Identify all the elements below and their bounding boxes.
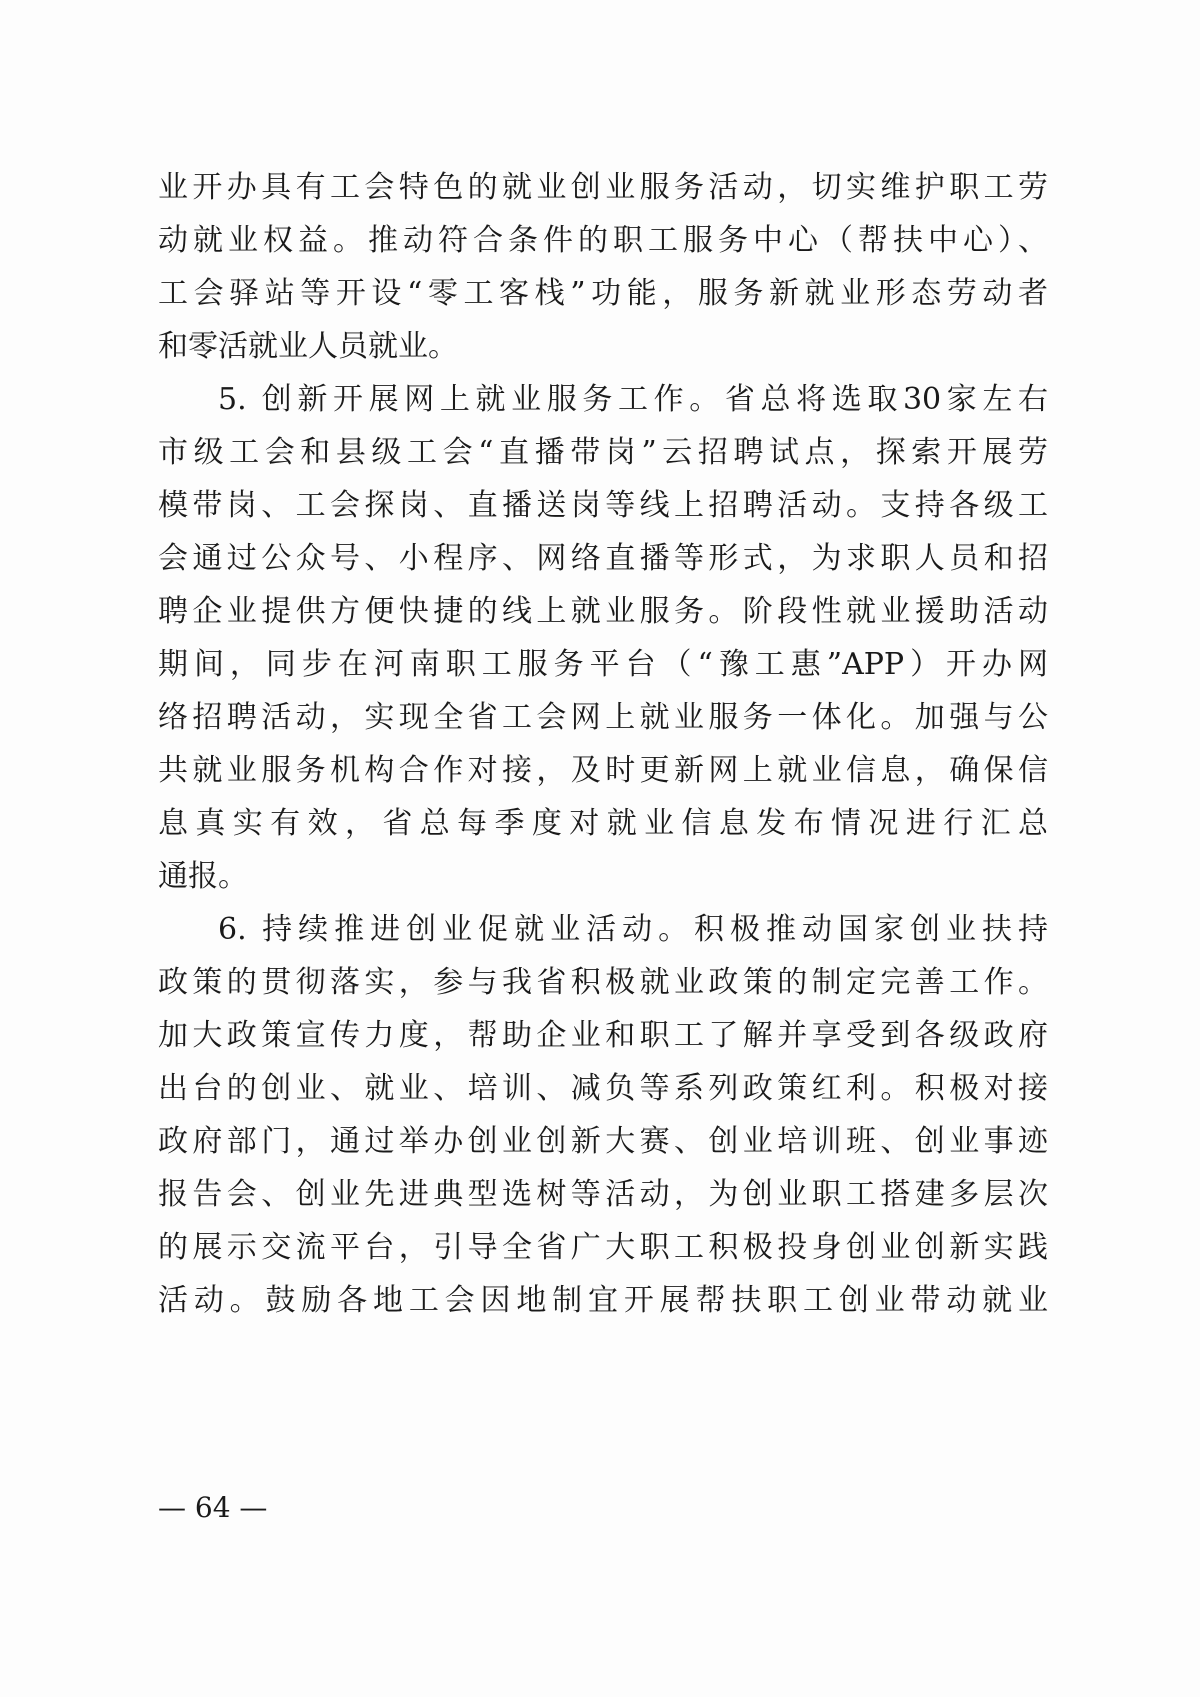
paragraph-heading-6: 6. 持续推进创业促就业活动。积极推动国家创业扶持 xyxy=(218,912,1048,947)
text-line: 政府部门，通过举办创业创新大赛、创业培训班、创业事迹 xyxy=(158,1124,1048,1159)
text-line: 会通过公众号、小程序、网络直播等形式，为求职人员和招 xyxy=(158,541,1048,576)
text-line: 市级工会和县级工会“直播带岗”云招聘试点，探索开展劳 xyxy=(158,435,1048,470)
text-line: 息真实有效，省总每季度对就业信息发布情况进行汇总 xyxy=(158,806,1048,841)
paragraph-heading-5: 5. 创新开展网上就业服务工作。省总将选取30家左右 xyxy=(218,382,1048,417)
text-line: 加大政策宣传力度，帮助企业和职工了解并享受到各级政府 xyxy=(158,1018,1048,1053)
text-line: 出台的创业、就业、培训、减负等系列政策红利。积极对接 xyxy=(158,1071,1048,1106)
text-line: 模带岗、工会探岗、直播送岗等线上招聘活动。支持各级工 xyxy=(158,488,1048,523)
text-line: 共就业服务机构合作对接，及时更新网上就业信息，确保信 xyxy=(158,753,1048,788)
text-line: 业开办具有工会特色的就业创业服务活动，切实维护职工劳 xyxy=(158,170,1048,205)
text-line: 聘企业提供方便快捷的线上就业服务。阶段性就业援助活动 xyxy=(158,594,1048,629)
text-line: 工会驿站等开设“零工客栈”功能，服务新就业形态劳动者 xyxy=(158,276,1048,311)
page-number: — 64 — xyxy=(158,1491,268,1524)
text-line: 期间，同步在河南职工服务平台（“豫工惠”APP）开办网 xyxy=(158,647,1048,682)
text-line: 通报。 xyxy=(158,859,248,894)
text-line: 政策的贯彻落实，参与我省积极就业政策的制定完善工作。 xyxy=(158,965,1048,1000)
text-line: 报告会、创业先进典型选树等活动，为创业职工搭建多层次 xyxy=(158,1177,1048,1212)
text-line: 和零活就业人员就业。 xyxy=(158,329,458,364)
text-line: 的展示交流平台，引导全省广大职工积极投身创业创新实践 xyxy=(158,1230,1048,1265)
text-line: 络招聘活动，实现全省工会网上就业服务一体化。加强与公 xyxy=(158,700,1048,735)
text-line: 动就业权益。推动符合条件的职工服务中心（帮扶中心）、 xyxy=(158,223,1048,258)
text-line: 活动。鼓励各地工会因地制宜开展帮扶职工创业带动就业 xyxy=(158,1283,1048,1318)
